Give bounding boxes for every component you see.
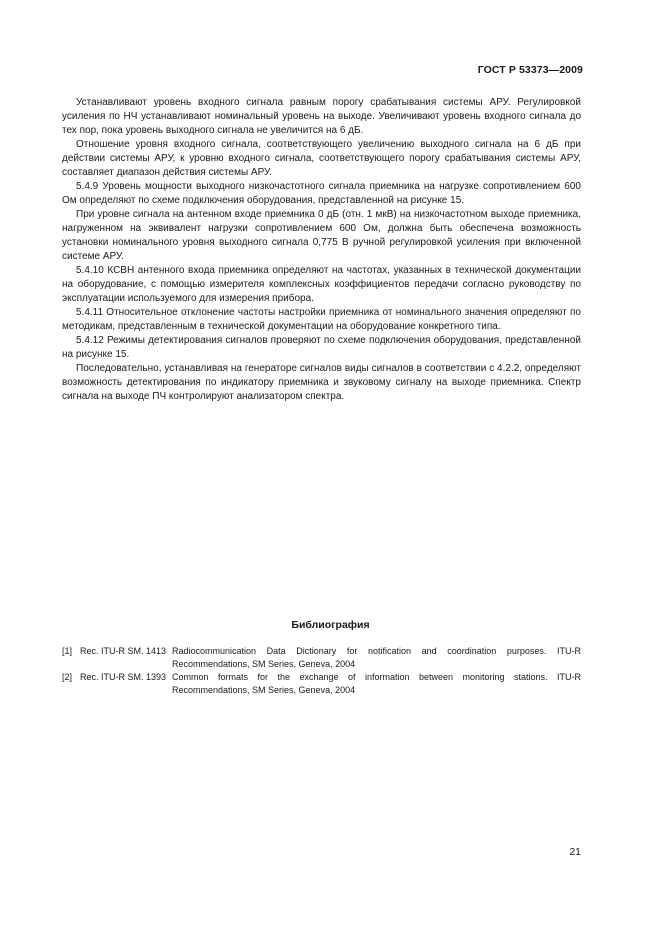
bibliography-entry-number: [1] [62, 646, 73, 656]
paragraph: Устанавливают уровень входного сигнала равным порогу срабатывания системы АРУ. Регулировкой усиления по НЧ устанавливают номинальный уровень на выходе. Увеличивают уровень входного сигнала до тех пор, пока уровень выходного сигнала не увеличится на 6 дБ. [62, 97, 581, 136]
paragraph: 5.4.12 Режимы детектирования сигналов проверяют по схеме подключения оборудования, представленной на рисунке 15. [62, 335, 581, 360]
page-number: 21 [569, 846, 581, 858]
standard-id: ГОСТ Р 53373—2009 [477, 64, 583, 76]
bibliography-entry-reference: Rec. ITU-R SM. 1413 [80, 646, 167, 656]
bibliography-entry-reference: Rec. ITU-R SM. 1393 [80, 672, 167, 682]
paragraph: Последовательно, устанавливая на генераторе сигналов виды сигналов в соответствии с 4.2.2, определяют возможность детектирования по индикатору приемника и звуковому сигналу на выходе приемника. Спектр сигнала на выходе ПЧ контролируют анализатором спектра. [62, 363, 581, 402]
bibliography-entry [62, 671, 581, 696]
bibliography-title: Библиография [291, 619, 370, 631]
document-header [478, 64, 583, 76]
paragraph: Отношение уровня входного сигнала, соответствующего увеличению выходного сигнала на 6 дБ при действии системы АРУ, к уровню входного сигнала, соответствующего порогу срабатывания системы АРУ, составляет диапазон действия системы АРУ. [62, 139, 581, 178]
bibliography-entry-description: Common formats for the exchange of information between monitoring stations. ITU-R Recommendations, SM Series, Geneva, 2004 [172, 672, 581, 695]
bibliography-entry-number: [2] [62, 672, 73, 682]
paragraph: 5.4.9 Уровень мощности выходного низкочастотного сигнала приемника на нагрузке сопротивлением 600 Ом определяют по схеме подключения оборудования, представленной на рисунке 15. [62, 181, 581, 206]
paragraph: При уровне сигнала на антенном входе приемника 0 дБ (отн. 1 мкВ) на низкочастотном выходе приемника, нагруженном на эквивалент нагрузки сопротивлением 600 Ом, должна быть обеспечена возможность установки номинального уровня выходного сигнала 0,775 В ручной регулировкой усиления при включенной системе АРУ. [62, 209, 581, 262]
body-text [62, 96, 581, 404]
bibliography-entry-description: Radiocommunication Data Dictionary for notification and coordination purposes. ITU-R Recommendations, SM Series, Geneva, 2004 [172, 646, 581, 669]
paragraph: 5.4.11 Относительное отклонение частоты настройки приемника от номинального значения определяют по методикам, представленным в технической документации на оборудование конкретного типа. [62, 307, 581, 332]
paragraph: 5.4.10 КСВН антенного входа приемника определяют на частотах, указанных в технической документации на оборудование, с помощью измерителя комплексных коэффициентов передачи согласно руководству по эксплуатации используемого для измерения прибора. [62, 265, 581, 304]
bibliography-entry [62, 645, 581, 670]
bibliography-list [62, 645, 581, 697]
